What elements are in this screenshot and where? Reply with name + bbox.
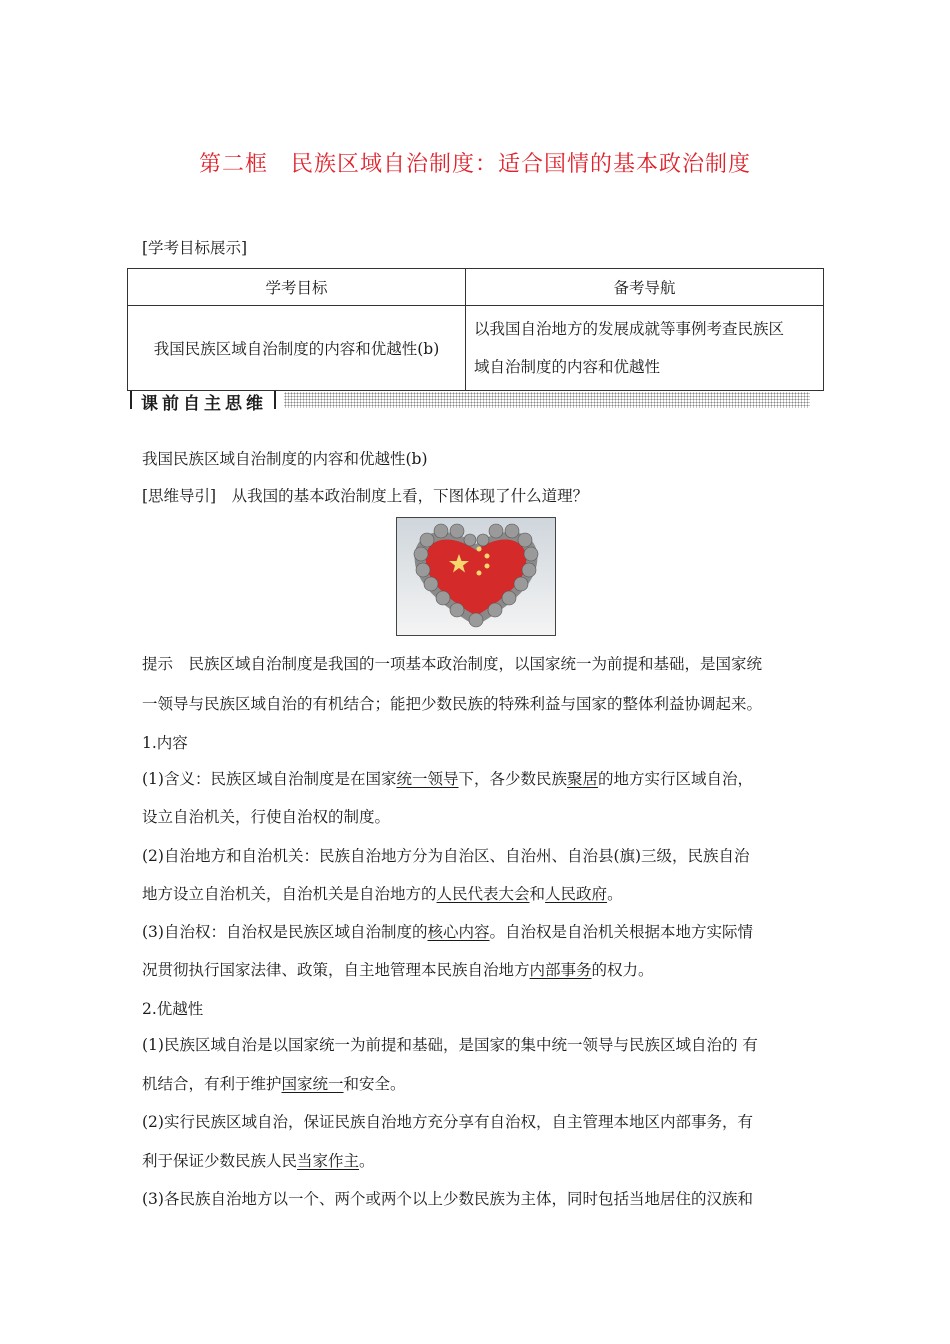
nav-line-2: 域自治制度的内容和优越性 bbox=[474, 358, 661, 376]
nav-line-1: 以我国自治地方的发展成就等事例考查民族区 bbox=[474, 320, 785, 338]
adv-p2-line1: (2)实行民族区域自治，保证民族自治地方充分享有自治权，自主管理本地区内部事务，有 bbox=[142, 1113, 753, 1131]
goal-cell: 我国民族区域自治制度的内容和优越性(b) bbox=[128, 306, 466, 391]
section-dots bbox=[284, 392, 810, 408]
adv-p2-line2: 利于保证少数民族人民当家作主。 bbox=[142, 1152, 375, 1170]
nav-cell bbox=[466, 306, 824, 391]
content-p1-line1: (1)含义：民族区域自治制度是在国家统一领导下，各少数民族聚居的地方实行区域自治， bbox=[142, 770, 754, 788]
content-p3-line2: 况贯彻执行国家法律、政策，自主地管理本民族自治地方内部事务的权力。 bbox=[142, 961, 654, 979]
section-bar-left bbox=[130, 391, 132, 409]
topic: 我国民族区域自治制度的内容和优越性(b) bbox=[142, 450, 428, 468]
adv-p1-line2: 机结合，有利于维护国家统一和安全。 bbox=[142, 1075, 406, 1093]
goals-table bbox=[127, 268, 824, 391]
page-title: 第二框 民族区域自治制度：适合国情的基本政治制度 bbox=[198, 152, 751, 177]
guide: [思维导引] 从我国的基本政治制度上看，下图体现了什么道理？ bbox=[142, 487, 589, 505]
goals-label: [学考目标展示] bbox=[142, 239, 248, 257]
content-p2-line2: 地方设立自治机关，自治机关是自治地方的人民代表大会和人民政府。 bbox=[142, 885, 623, 903]
header-nav: 备考导航 bbox=[466, 269, 824, 306]
hint-line-2: 一领导与民族区域自治的有机结合；能把少数民族的特殊利益与国家的整体利益协调起来。 bbox=[142, 695, 763, 713]
hint-line-1: 提示 民族区域自治制度是我国的一项基本政治制度，以国家统一为前提和基础，是国家统 bbox=[142, 655, 763, 673]
content-p2-line1: (2)自治地方和自治机关：民族自治地方分为自治区、自治州、自治县(旗)三级，民族自治 bbox=[142, 847, 750, 865]
content-heading: 1.内容 bbox=[142, 734, 188, 752]
content-p1-line2: 设立自治机关，行使自治权的制度。 bbox=[142, 808, 391, 826]
content-p3-line1: (3)自治权：自治权是民族区域自治制度的核心内容。自治权是自治机关根据本地方实际情 bbox=[142, 923, 753, 941]
adv-p1-line1: (1)民族区域自治是以国家统一为前提和基础，是国家的集中统一领导与民族区域自治的 有 bbox=[142, 1036, 758, 1054]
advantages-heading: 2.优越性 bbox=[142, 1000, 204, 1018]
unity-heart-photo bbox=[396, 517, 556, 636]
section-header bbox=[127, 389, 810, 414]
flag-heart-image bbox=[397, 518, 555, 635]
section-bar-right bbox=[274, 391, 276, 409]
header-goal: 学考目标 bbox=[128, 269, 466, 306]
adv-p3-line1: (3)各民族自治地方以一个、两个或两个以上少数民族为主体，同时包括当地居住的汉族和 bbox=[142, 1190, 753, 1208]
section-label: 课前自主思维 bbox=[141, 394, 267, 414]
